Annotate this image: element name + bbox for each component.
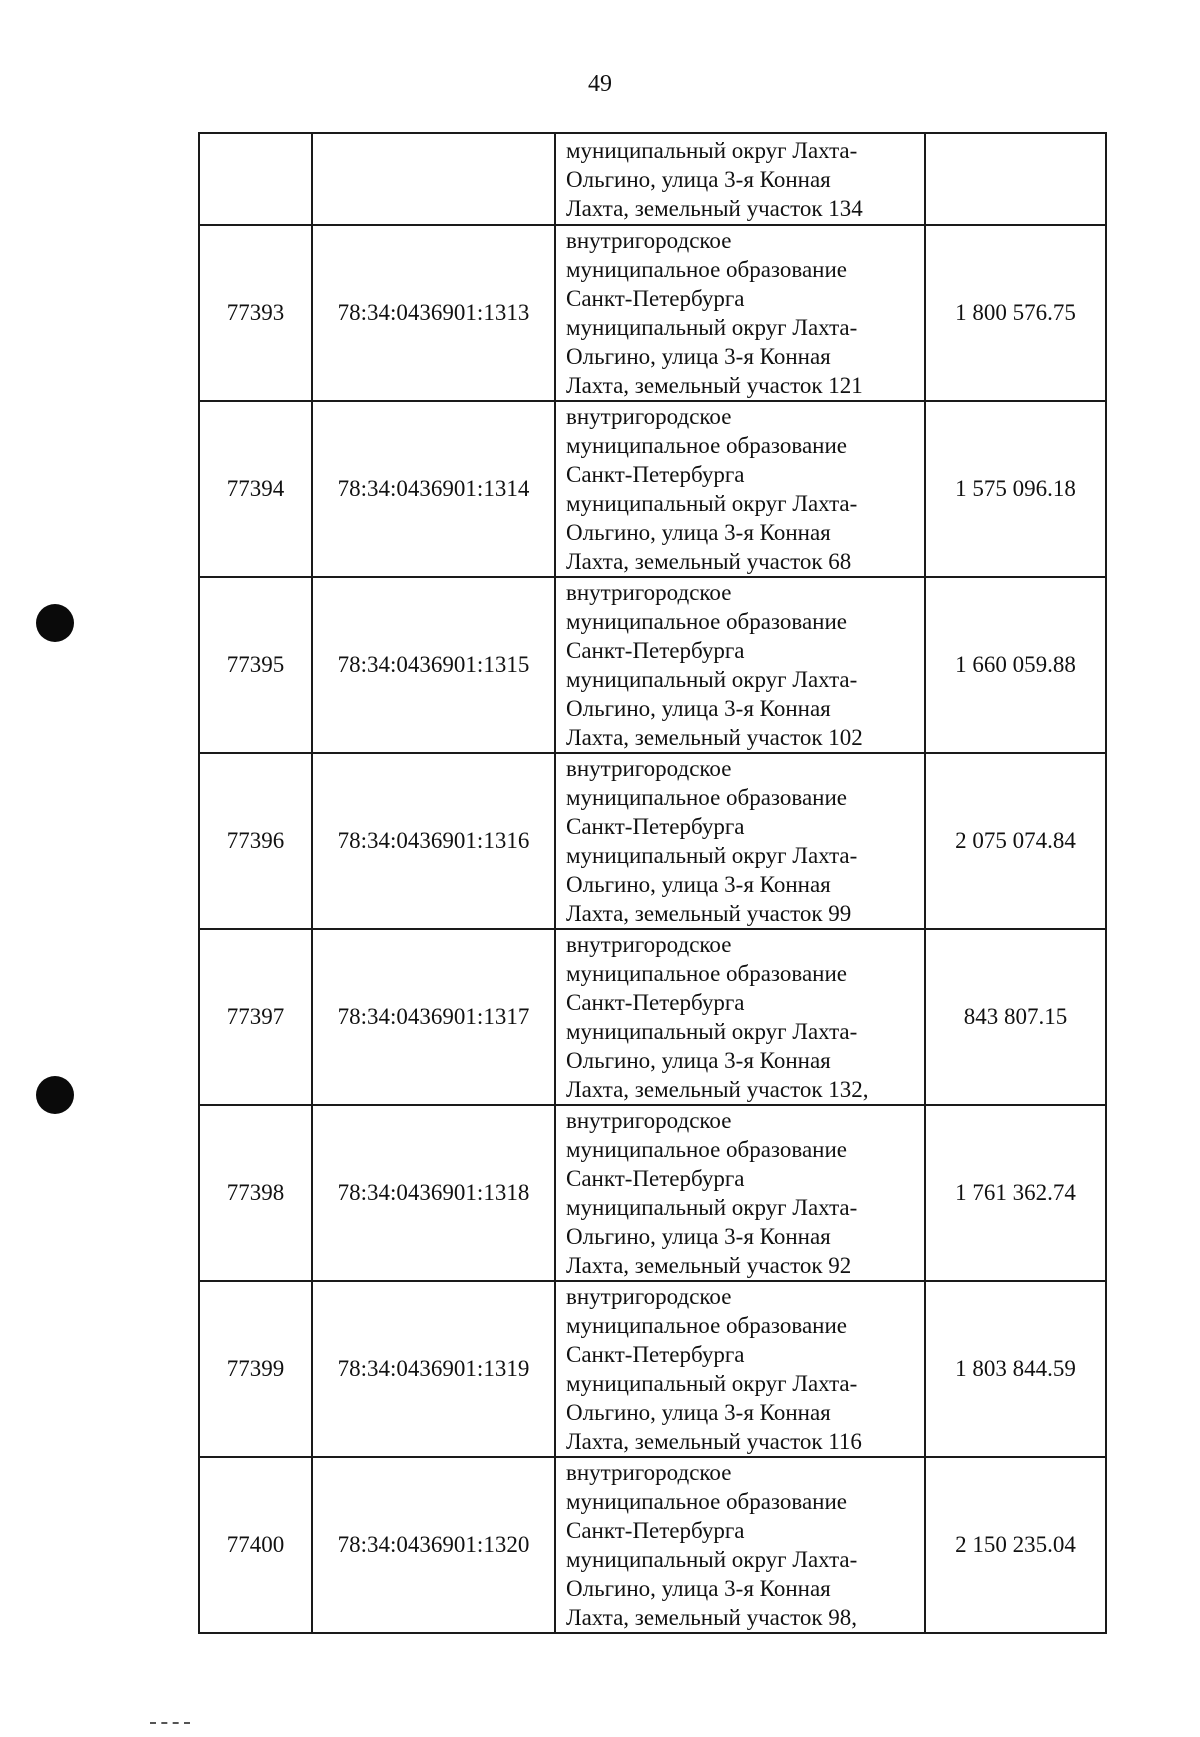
cadastral-number-cell: 78:34:0436901:1319	[312, 1281, 555, 1457]
address-cell	[555, 929, 925, 1105]
address-cell	[555, 753, 925, 929]
address-line: внутригородское	[566, 228, 732, 253]
binder-hole-mark	[36, 1076, 74, 1114]
cadastral-number-cell: 78:34:0436901:1313	[312, 225, 555, 401]
address-line: Санкт-Петербурга	[566, 990, 745, 1015]
cadastral-value-cell: 1 660 059.88	[925, 577, 1106, 753]
table-row	[199, 1457, 1106, 1633]
cadastral-number-cell	[312, 133, 555, 225]
address-line: Ольгино, улица 3-я Конная	[566, 1048, 831, 1073]
cadastral-value-cell	[925, 133, 1106, 225]
cadastral-number-cell: 78:34:0436901:1315	[312, 577, 555, 753]
address-line: Лахта, земельный участок 92	[566, 1253, 852, 1278]
address-line: Ольгино, улица 3-я Конная	[566, 872, 831, 897]
table-row	[199, 133, 1106, 225]
address-line: внутригородское	[566, 1284, 732, 1309]
address-line: муниципальное образование	[566, 785, 847, 810]
address-line: Ольгино, улица 3-я Конная	[566, 344, 831, 369]
address-line: Ольгино, улица 3-я Конная	[566, 520, 831, 545]
address-line: Лахта, земельный участок 68	[566, 549, 852, 574]
cadastral-value-cell: 843 807.15	[925, 929, 1106, 1105]
address-line: Санкт-Петербурга	[566, 814, 745, 839]
address-line: муниципальный округ Лахта-	[566, 843, 858, 868]
address-line: Лахта, земельный участок 121	[566, 373, 863, 398]
address-line: муниципальное образование	[566, 1313, 847, 1338]
address-line: Ольгино, улица 3-я Конная	[566, 166, 831, 192]
table-row	[199, 1105, 1106, 1281]
row-number-cell: 77396	[199, 753, 312, 929]
cadastral-number-cell: 78:34:0436901:1317	[312, 929, 555, 1105]
address-line: Санкт-Петербурга	[566, 286, 745, 311]
address-line: муниципальное образование	[566, 961, 847, 986]
address-line: Лахта, земельный участок 98,	[566, 1605, 858, 1630]
address-line: муниципальный округ Лахта-	[566, 137, 858, 163]
row-number-cell	[199, 133, 312, 225]
address-line: Лахта, земельный участок 132,	[566, 1077, 869, 1102]
address-cell	[555, 401, 925, 577]
address-line: Ольгино, улица 3-я Конная	[566, 1400, 831, 1425]
table-row	[199, 753, 1106, 929]
address-cell	[555, 577, 925, 753]
address-line: Лахта, земельный участок 116	[566, 1429, 862, 1454]
row-number-cell: 77400	[199, 1457, 312, 1633]
address-line: муниципальный округ Лахта-	[566, 1019, 858, 1044]
address-line: Лахта, земельный участок 134	[566, 195, 863, 221]
address-line: муниципальный округ Лахта-	[566, 1371, 858, 1396]
address-line: Санкт-Петербурга	[566, 1166, 745, 1191]
address-line: муниципальное образование	[566, 1489, 847, 1514]
address-line: муниципальный округ Лахта-	[566, 491, 858, 516]
cadastral-number-cell: 78:34:0436901:1314	[312, 401, 555, 577]
table-row	[199, 1281, 1106, 1457]
address-line: внутригородское	[566, 404, 732, 429]
address-cell	[555, 1281, 925, 1457]
address-line: Ольгино, улица 3-я Конная	[566, 1224, 831, 1249]
address-line: муниципальный округ Лахта-	[566, 1195, 858, 1220]
address-line: Санкт-Петербурга	[566, 1518, 745, 1543]
cadastral-number-cell: 78:34:0436901:1318	[312, 1105, 555, 1281]
cadastral-number-cell: 78:34:0436901:1320	[312, 1457, 555, 1633]
row-number-cell: 77398	[199, 1105, 312, 1281]
address-line: внутригородское	[566, 1460, 732, 1485]
address-line: муниципальный округ Лахта-	[566, 667, 858, 692]
address-line: Лахта, земельный участок 99	[566, 901, 852, 926]
address-cell	[555, 133, 925, 225]
address-line: внутригородское	[566, 580, 732, 605]
table-row	[199, 577, 1106, 753]
page-number: 49	[588, 71, 612, 97]
address-line: внутригородское	[566, 1108, 732, 1133]
address-line: Санкт-Петербурга	[566, 638, 745, 663]
cadastral-value-cell: 1 800 576.75	[925, 225, 1106, 401]
table-row	[199, 929, 1106, 1105]
address-line: муниципальное образование	[566, 1137, 847, 1162]
address-line: муниципальный округ Лахта-	[566, 315, 858, 340]
row-number-cell: 77397	[199, 929, 312, 1105]
address-line: Лахта, земельный участок 102	[566, 725, 863, 750]
page-edge-mark	[150, 1722, 190, 1727]
address-line: муниципальное образование	[566, 257, 847, 282]
cadastral-number-cell: 78:34:0436901:1316	[312, 753, 555, 929]
address-line: муниципальный округ Лахта-	[566, 1547, 858, 1572]
cadastral-value-cell: 1 575 096.18	[925, 401, 1106, 577]
table-row	[199, 401, 1106, 577]
address-line: Санкт-Петербурга	[566, 1342, 745, 1367]
row-number-cell: 77394	[199, 401, 312, 577]
binder-hole-mark	[36, 604, 74, 642]
row-number-cell: 77395	[199, 577, 312, 753]
address-line: муниципальное образование	[566, 609, 847, 634]
address-line: внутригородское	[566, 756, 732, 781]
cadastral-value-cell: 2 150 235.04	[925, 1457, 1106, 1633]
address-line: Ольгино, улица 3-я Конная	[566, 696, 831, 721]
address-line: Ольгино, улица 3-я Конная	[566, 1576, 831, 1601]
row-number-cell: 77393	[199, 225, 312, 401]
table-row	[199, 225, 1106, 401]
row-number-cell: 77399	[199, 1281, 312, 1457]
cadastral-value-cell: 2 075 074.84	[925, 753, 1106, 929]
land-plots-table	[198, 132, 1107, 1634]
cadastral-value-cell: 1 761 362.74	[925, 1105, 1106, 1281]
address-line: Санкт-Петербурга	[566, 462, 745, 487]
address-cell	[555, 1105, 925, 1281]
address-line: внутригородское	[566, 932, 732, 957]
address-line: муниципальное образование	[566, 433, 847, 458]
address-cell	[555, 225, 925, 401]
address-cell	[555, 1457, 925, 1633]
cadastral-value-cell: 1 803 844.59	[925, 1281, 1106, 1457]
